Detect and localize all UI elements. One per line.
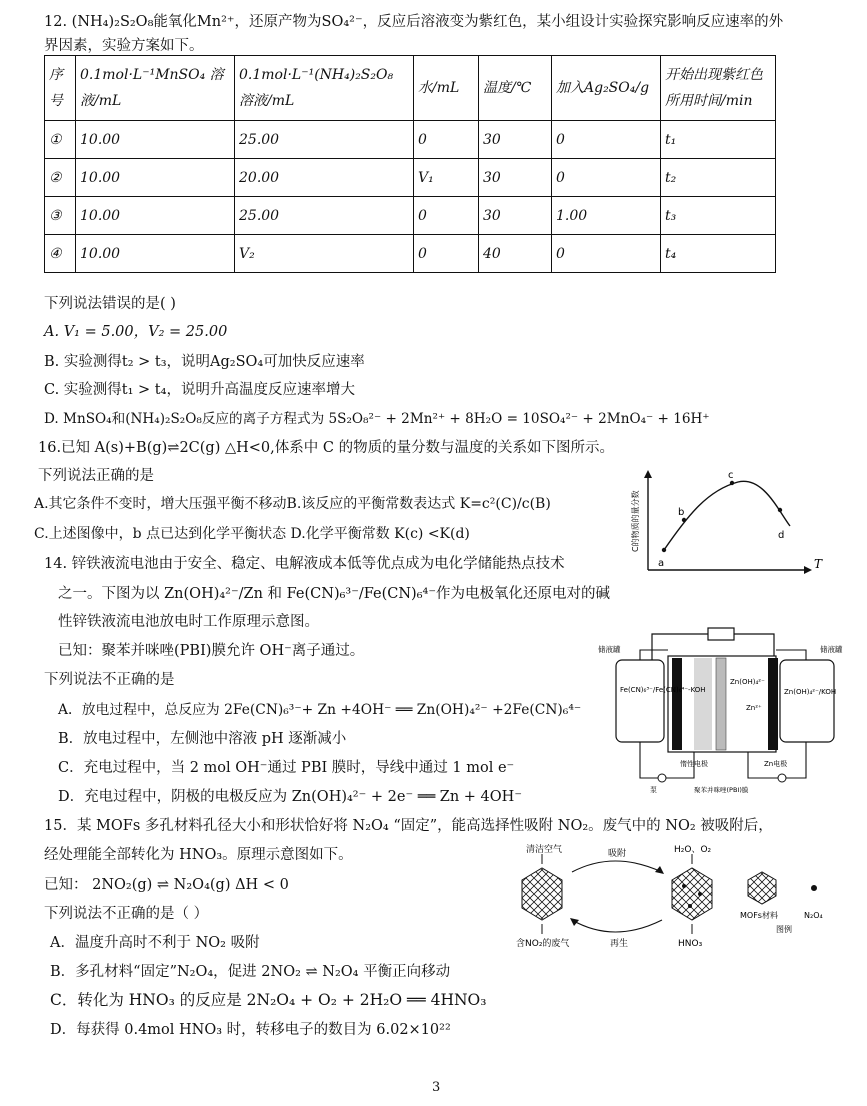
left-tank-label: 储液罐 — [598, 645, 621, 654]
table-cell: 10.00 — [76, 159, 235, 197]
q12-option-d: D. MnSO₄和(NH₄)₂S₂O₈反应的离子方程式为 5S₂O₈²⁻ + 2Mn²⁺ + 8H₂O = 10SO₄²⁻ + 2MnO₄⁻ + 16H⁺ — [44, 411, 710, 427]
right-pump-icon — [778, 774, 786, 782]
q12-option-c: C. 实验测得t₁ > t₄，说明升高温度反应速率增大 — [44, 382, 355, 398]
q14-prompt: 下列说法不正确的是 — [44, 672, 175, 688]
adsorb-label: 吸附 — [608, 849, 627, 859]
table-cell: V₂ — [235, 235, 414, 273]
point-a — [662, 548, 666, 552]
table-row — [45, 159, 776, 197]
table-header-cell: 开始出现紫红色所用时间/min — [661, 56, 776, 121]
q15-known: 已知： 2NO₂(g) ⇌ N₂O₄(g) ΔH < 0 — [44, 877, 289, 893]
y-axis-arrow-icon — [644, 470, 652, 478]
regen-arrow — [572, 920, 662, 932]
table-cell: ③ — [45, 197, 76, 235]
legend-n2o4-icon — [811, 885, 817, 891]
n2o4-dot — [682, 884, 686, 888]
experiment-table — [44, 55, 776, 273]
table-header-row — [45, 56, 776, 121]
q15-option-c: C．转化为 HNO₃ 的反应是 2N₂O₄ + O₂ + 2H₂O ══ 4HNO₃ — [50, 991, 487, 1009]
mof-left — [522, 868, 562, 920]
left-pump-icon — [658, 774, 666, 782]
q12-option-a: A. V₁ = 5.00，V₂ = 25.00 — [44, 324, 228, 340]
table-cell: 1.00 — [552, 197, 661, 235]
clean-air-label: 清洁空气 — [526, 845, 563, 855]
right-tank-label: 储液罐 — [820, 645, 843, 654]
waste-gas-label: 含NO₂的废气 — [516, 939, 570, 949]
table-cell: 0 — [414, 197, 479, 235]
graph-x-label: T — [814, 557, 823, 571]
table-cell: t₂ — [661, 159, 776, 197]
right-tank — [780, 660, 837, 742]
table-cell: 10.00 — [76, 121, 235, 159]
table-header-cell: 温度/℃ — [479, 56, 552, 121]
reagents-label: H₂O、O₂ — [674, 845, 712, 855]
q16-stem: 16.已知 A(s)+B(g)⇌2C(g) △H<0,体系中 C 的物质的量分数与温度的关系如下图所示。 — [38, 440, 615, 456]
table-cell: ② — [45, 159, 76, 197]
point-c — [730, 481, 734, 485]
inert-electrode — [672, 658, 682, 750]
table-header-cell: 加入Ag₂SO₄/g — [552, 56, 661, 121]
product-label: HNO₃ — [678, 939, 703, 949]
table-cell: 20.00 — [235, 159, 414, 197]
q12-stem-line2: 界因素，实验方案如下。 — [44, 38, 204, 54]
zn-electrode — [768, 658, 778, 750]
adsorb-arrow — [572, 861, 662, 872]
table-row — [45, 121, 776, 159]
legend-mof-label: MOFs材料 — [740, 911, 778, 920]
q14-option-b: B．放电过程中，左侧池中溶液 pH 逐渐减小 — [58, 731, 347, 747]
q15-option-a: A．温度升高时不利于 NO₂ 吸附 — [50, 935, 260, 951]
q16-graph — [628, 470, 828, 580]
q15-option-b: B．多孔材料“固定”N₂O₄，促进 2NO₂ ⇌ N₂O₄ 平衡正向移动 — [50, 964, 451, 980]
table-cell: ① — [45, 121, 76, 159]
right-solution-label: Zn(OH)₄²⁻/KOH — [784, 688, 837, 696]
graph-y-label: C的物质的量分数 — [631, 490, 640, 552]
q14-option-c: C．充电过程中，当 2 mol OH⁻通过 PBI 膜时，导线中通过 1 mol e⁻ — [58, 760, 515, 776]
middle-ion-label: Zn(OH)₄²⁻ — [730, 678, 765, 686]
legend-title: 图例 — [776, 925, 792, 934]
table-cell: ④ — [45, 235, 76, 273]
table-cell: 0 — [552, 121, 661, 159]
right-electrode-label: Zn电极 — [764, 760, 788, 768]
q16-prompt: 下列说法正确的是 — [38, 468, 154, 484]
table-cell: 25.00 — [235, 121, 414, 159]
point-a-label: a — [658, 558, 665, 569]
table-cell: 40 — [479, 235, 552, 273]
table-header-cell: 水/mL — [414, 56, 479, 121]
pipe-right-top — [776, 650, 806, 660]
q15-stem-line1: 15．某 MOFs 多孔材料孔径大小和形状恰好将 N₂O₄ “固定”，能高选择性吸附 NO₂。废气中的 NO₂ 被吸附后， — [44, 818, 773, 834]
battery-diagram — [598, 612, 848, 802]
q16-options-cd: C.上述图像中，b 点已达到化学平衡状态 D.化学平衡常数 K(c) <K(d) — [34, 526, 470, 542]
table-cell: t₃ — [661, 197, 776, 235]
regen-arrowhead-icon — [570, 918, 579, 926]
q14-stem-line2: 之一。下图为以 Zn(OH)₄²⁻/Zn 和 Fe(CN)₆³⁻/Fe(CN)₆⁴⁻作为电极氧化还原电对的碱 — [58, 586, 610, 602]
table-cell: 30 — [479, 159, 552, 197]
table-cell: V₁ — [414, 159, 479, 197]
table-header-cell: 0.1mol·L⁻¹MnSO₄ 溶液/mL — [76, 56, 235, 121]
q15-prompt: 下列说法不正确的是（ ） — [44, 906, 209, 922]
point-d — [778, 508, 782, 512]
table-cell: 10.00 — [76, 197, 235, 235]
table-cell: 30 — [479, 197, 552, 235]
pump-label: 泵 — [650, 786, 657, 794]
membrane-label: 聚苯并咪唑(PBI)膜 — [694, 786, 749, 794]
q12-stem-line1: 12. (NH₄)₂S₂O₈能氧化Mn²⁺，还原产物为SO₄²⁻，反应后溶液变为紫红色，某小组设计实验探究影响反应速率的外 — [44, 14, 784, 30]
point-d-label: d — [778, 530, 785, 541]
pipe-left-top — [640, 650, 668, 660]
pbi-membrane — [716, 658, 726, 750]
n2o4-dot — [698, 892, 702, 896]
zn-ion-label: Zn²⁺ — [746, 704, 762, 712]
q15-option-d: D．每获得 0.4mol HNO₃ 时，转移电子的数目为 6.02×10²² — [50, 1022, 451, 1038]
table-cell: 0 — [552, 159, 661, 197]
q12-prompt: 下列说法错误的是( ) — [44, 296, 176, 312]
left-tank — [616, 660, 664, 742]
q16-options-ab: A.其它条件不变时，增大压强平衡不移动B.该反应的平衡常数表达式 K=c²(C)/c(B) — [34, 496, 551, 512]
q14-option-a: A．放电过程中，总反应为 2Fe(CN)₆³⁻+ Zn +4OH⁻ ══ Zn(OH)₄²⁻ +2Fe(CN)₆⁴⁻ — [58, 702, 582, 718]
table-cell: 25.00 — [235, 197, 414, 235]
table-cell: 0 — [552, 235, 661, 273]
table-cell: t₄ — [661, 235, 776, 273]
q14-option-d: D．充电过程中，阴极的电极反应为 Zn(OH)₄²⁻ + 2e⁻ ══ Zn + 4OH⁻ — [58, 789, 522, 805]
page-number: 3 — [432, 1080, 441, 1095]
q12-option-b: B. 实验测得t₂ > t₃，说明Ag₂SO₄可加快反应速率 — [44, 354, 365, 370]
q14-known: 已知：聚苯并咪唑(PBI)膜允许 OH⁻离子通过。 — [58, 643, 365, 659]
mof-diagram — [514, 846, 844, 956]
table-header-cell: 0.1mol·L⁻¹(NH₄)₂S₂O₈ 溶液/mL — [235, 56, 414, 121]
mof-right — [672, 868, 712, 920]
table-row — [45, 197, 776, 235]
legend-n2o4-label: N₂O₄ — [804, 911, 823, 920]
table-cell: 30 — [479, 121, 552, 159]
legend-mof-icon — [748, 872, 776, 904]
table-cell: t₁ — [661, 121, 776, 159]
x-axis-arrow-icon — [804, 566, 812, 574]
table-cell: 0 — [414, 235, 479, 273]
regen-label: 再生 — [610, 939, 629, 949]
point-c-label: c — [728, 470, 734, 481]
table-header-cell: 序号 — [45, 56, 76, 121]
q14-stem-line1: 14. 锌铁液流电池由于安全、稳定、电解液成本低等优点成为电化学储能热点技术 — [44, 556, 565, 572]
left-chamber — [694, 658, 712, 750]
table-cell: 10.00 — [76, 235, 235, 273]
point-b — [682, 518, 686, 522]
q15-stem-line2: 经处理能全部转化为 HNO₃。原理示意图如下。 — [44, 847, 353, 863]
point-b-label: b — [678, 507, 685, 518]
left-solution-label: Fe(CN)₆³⁻/Fe(CN)₆⁴⁻-KOH — [620, 686, 706, 694]
table-row — [45, 235, 776, 273]
n2o4-dot — [688, 904, 692, 908]
table-cell: 0 — [414, 121, 479, 159]
q14-stem-line3: 性锌铁液流电池放电时工作原理示意图。 — [58, 614, 319, 630]
left-electrode-label: 惰性电极 — [680, 760, 708, 768]
resistor — [708, 628, 734, 640]
